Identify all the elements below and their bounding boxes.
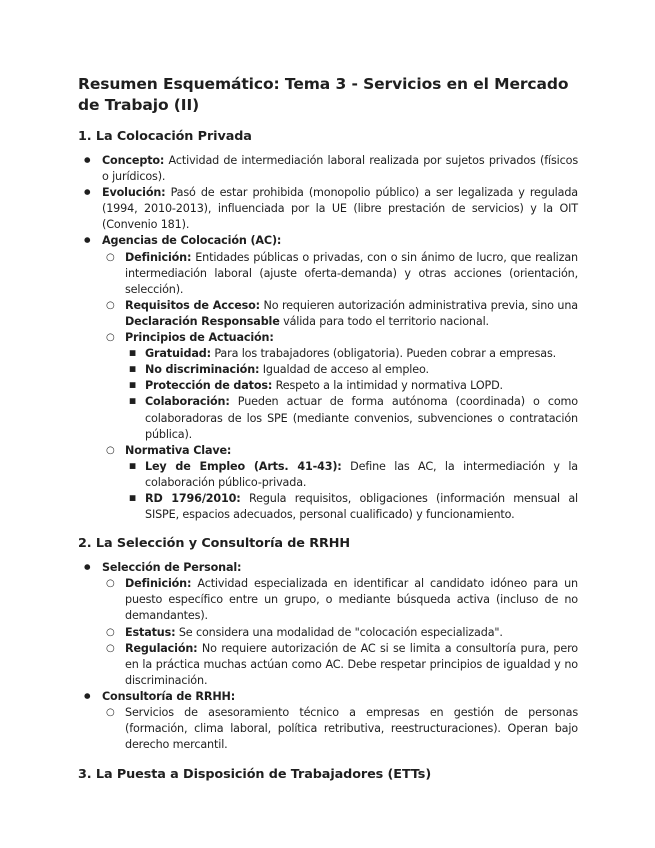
item-label: RD 1796/2010: [145,491,241,505]
document-page [78,74,578,791]
list-item [125,394,578,442]
list-item [78,153,578,185]
list-item [102,330,578,443]
item-text: Actividad especializada en identificar al candidato idóneo para un puesto específico entre un grupo, o mediante búsqueda activa (incluso de no demandantes). [125,577,578,623]
list-item [102,443,578,523]
bullet-square-icon [129,491,136,508]
item-text: Actividad de intermediación laboral realizada por sujetos privados (físicos o jurídicos). [102,154,578,184]
item-label: Protección de datos: [145,379,273,393]
item-label: Gratuidad: [145,347,211,361]
item-text: Define las AC, la intermediación y la colaboración público-privada. [145,459,578,489]
section-heading: 2. La Selección y Consultoría de RRHH [78,536,350,552]
section-list [78,560,578,753]
bullet-circle-icon [106,298,115,315]
bullet-circle-icon [106,443,115,460]
item-text: Respeto a la intimidad y normativa LOPD. [272,379,503,393]
document-title: Resumen Esquemático: Tema 3 - Servicios en el Mercado de Trabajo (II) [78,75,569,114]
item-label: Requisitos de Acceso: [125,298,260,312]
bullet-circle-icon [106,576,115,593]
item-text: No requiere autorización de AC si se limita a consultoría pura, pero en la práctica muchas actúan como AC. Debe respetar principios de igualdad y no discriminación. [125,641,578,687]
item-label: Consultoría de RRHH: [102,689,236,703]
bullet-disc-icon [84,185,90,202]
item-label: Declaración Responsable [125,314,280,328]
section-heading: 1. La Colocación Privada [78,129,252,144]
item-text: Igualdad de acceso al empleo. [259,363,429,377]
section-list [78,153,578,523]
item-label: Normativa Clave: [125,443,232,457]
list-item [78,689,578,753]
item-label: Definición: [125,250,192,264]
list-item [102,298,578,330]
bullet-circle-icon [106,641,115,658]
section-heading: 3. La Puesta a Disposición de Trabajadores (ETTs) [78,767,432,783]
sub-list [102,250,578,524]
item-text: Servicios de asesoramiento técnico a empresas en gestión de personas (formación, clima laboral, política retributiva, reestructuraciones). Operan bajo derecho mercantil. [125,706,578,752]
item-text: Para los trabajadores (obligatoria). Pueden cobrar a empresas. [210,347,557,361]
list-item [102,641,578,689]
list-item [78,185,578,233]
bullet-square-icon [129,394,136,411]
bullet-circle-icon [106,625,115,642]
item-label: Colaboración: [145,395,230,409]
item-label: Principios de Actuación: [125,331,274,345]
item-text: No requieren autorización administrativa previa, sino una [260,298,578,312]
item-label: No discriminación: [145,363,260,377]
sub-list [102,705,578,753]
sub-sub-list [125,346,578,443]
list-item [125,459,578,491]
sub-sub-list [125,459,578,523]
list-item [125,346,578,362]
item-text: válida para todo el territorio nacional. [279,314,489,328]
item-label: Regulación: [125,641,198,655]
item-text: Pasó de estar prohibida (monopolio público) a ser legalizada y regulada (1994, 2010-2013), influenciada por la UE (libre prestación de servicios) y la OIT (Convenio 181). [102,186,578,232]
bullet-circle-icon [106,250,115,267]
bullet-disc-icon [84,233,90,250]
bullet-disc-icon [84,689,90,706]
item-text: Entidades públicas o privadas, con o sin ánimo de lucro, que realizan intermediación laboral (ajuste oferta-demanda) y otras acciones (orientación, selección). [125,250,578,296]
bullet-square-icon [129,459,136,476]
list-item [78,560,578,689]
sub-list [102,576,578,689]
list-item [78,233,578,523]
item-text: Regula requisitos, obligaciones (información mensual al SISPE, espacios adecuados, personal cualificado) y funcionamiento. [145,491,579,522]
item-text: Pueden actuar de forma autónoma (coordinada) o como colaboradoras de los SPE (mediante convenios, subvenciones o contratación pública). [145,395,578,441]
bullet-square-icon [129,362,136,379]
bullet-circle-icon [106,705,115,722]
list-item [102,705,578,753]
item-label: Evolución: [102,186,166,200]
list-item [102,625,578,641]
item-label: Concepto: [102,154,165,167]
list-item [102,576,578,624]
list-item [102,250,578,298]
item-label: Selección de Personal: [102,561,242,575]
item-label: Ley de Empleo (Arts. 41-43): [145,459,342,473]
bullet-square-icon [129,346,136,363]
list-item [125,491,578,523]
list-item [125,378,578,394]
bullet-square-icon [129,378,136,395]
item-label: Definición: [125,577,192,591]
bullet-disc-icon [84,560,90,577]
bullet-disc-icon [84,153,90,170]
list-item [125,362,578,378]
bullet-circle-icon [106,330,115,347]
item-text: Se considera una modalidad de "colocación especializada". [175,625,503,639]
item-label: Estatus: [125,625,176,639]
item-label: Agencias de Colocación (AC): [102,234,282,248]
